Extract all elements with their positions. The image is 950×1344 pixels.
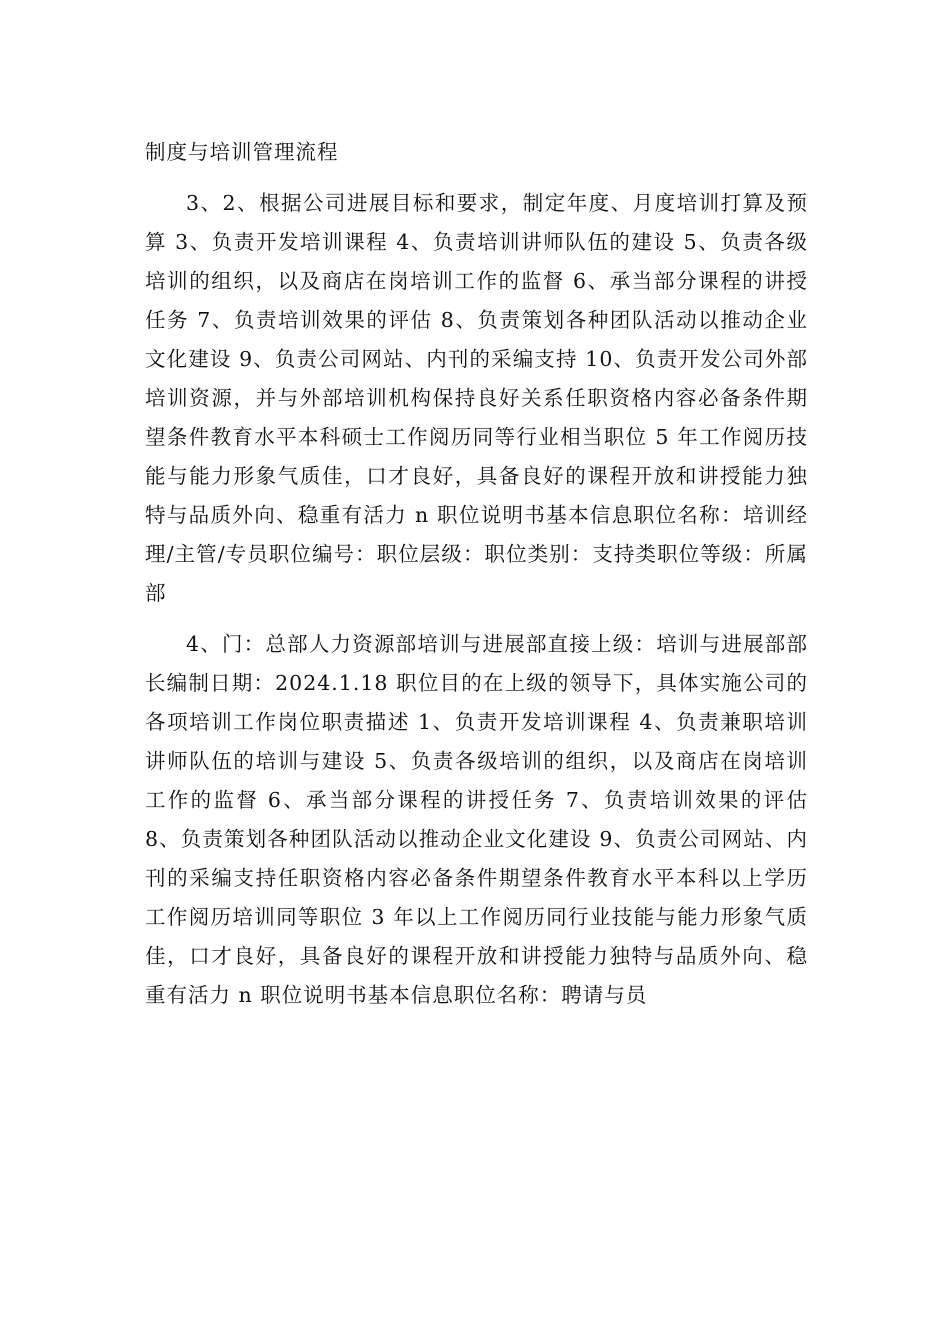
paragraph-section-3: 3、2、根据公司进展目标和要求，制定年度、月度培训打算及预算 3、负责开发培训课程 4、负责培训讲师队伍的建设 5、负责各级培训的组织，以及商店在岗培训工作的监督 6、承当部分课程的讲授任务 7、负责培训效果的评估 8、负责策划各种团队活动以推动企业文化建设 9、负责公司网站、内刊的采编支持 10、负责开发公司外部培训资源，并与外部培训机构保持良好关系任职资格内容必备条件期望条件教育水平本科硕士工作阅历同等行业相当职位 5 年工作阅历技能与能力形象气质佳，口才良好，具备良好的课程开放和讲授能力独特与品质外向、稳重有活力 n 职位说明书基本信息职位名称：培训经理/主管/专员职位编号：职位层级：职位类别：支持类职位等级：所属部: [145, 191, 808, 605]
paragraph-heading-line: 制度与培训管理流程: [145, 140, 339, 164]
paragraph-section-4: 4、门：总部人力资源部培训与进展部直接上级：培训与进展部部长编制日期：2024.1.18 职位目的在上级的领导下，具体实施公司的各项培训工作岗位职责描述 1、负责开发培训课程 4、负责兼职培训讲师队伍的培训与建设 5、负责各级培训的组织，以及商店在岗培训工作的监督 6、承当部分课程的讲授任务 7、负责培训效果的评估 8、负责策划各种团队活动以推动企业文化建设 9、负责公司网站、内刊的采编支持任职资格内容必备条件期望条件教育水平本科以上学历工作阅历培训同等职位 3 年以上工作阅历同行业技能与能力形象气质佳，口才良好，具备良好的课程开放和讲授能力独特与品质外向、稳重有活力 n 职位说明书基本信息职位名称：聘请与员: [145, 632, 808, 1007]
document-body: [145, 133, 808, 1015]
